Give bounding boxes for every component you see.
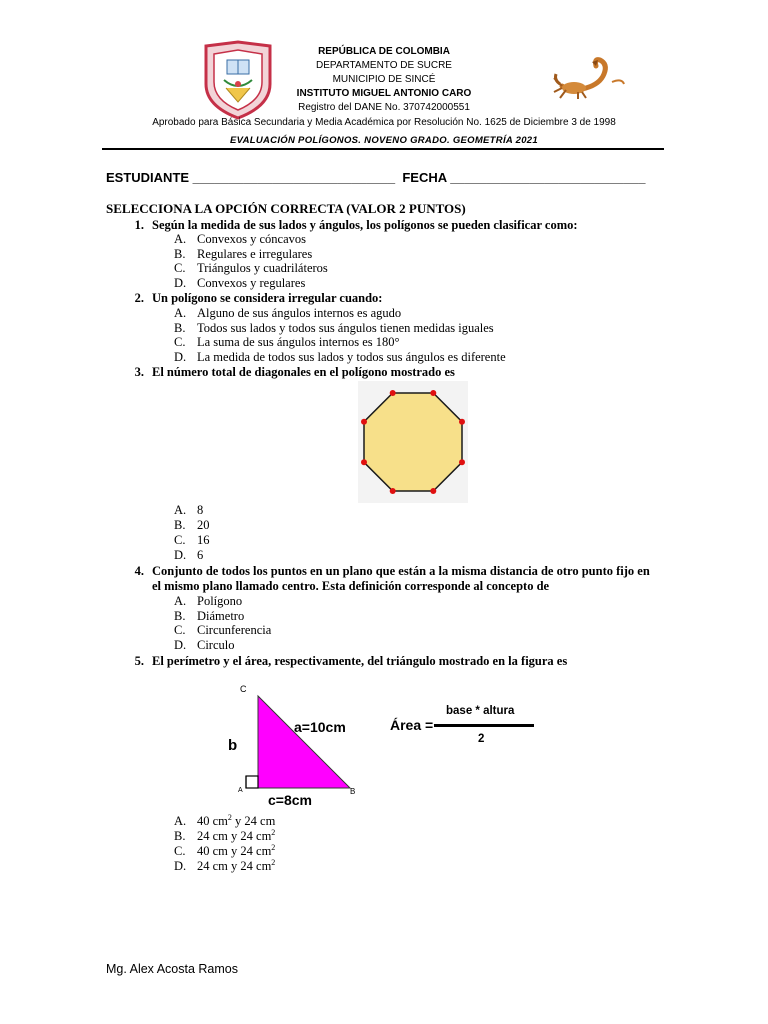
octagon-vertex-8 (390, 390, 396, 396)
option-text: Convexos y regulares (197, 276, 306, 290)
option-text: 20 (197, 518, 210, 532)
hypotenuse-label: a=10cm (294, 719, 346, 735)
header-institute: INSTITUTO MIGUEL ANTONIO CARO (296, 88, 472, 99)
option (174, 594, 242, 609)
option (174, 503, 203, 518)
option-text: Todos sus lados y todos sus ángulos tienen medidas iguales (197, 321, 494, 335)
option (174, 232, 306, 247)
option-text-pre: 40 cm y 24 cm (197, 844, 272, 858)
question-text: Según la medida de sus lados y ángulos, los polígonos se pueden clasificar como: (152, 218, 578, 232)
option-letter: A. (174, 503, 187, 517)
question-number: 2. (134, 291, 144, 305)
option-text: La suma de sus ángulos internos es 180° (197, 335, 400, 349)
question-number: 5. (134, 654, 144, 668)
option-letter: B. (174, 829, 186, 843)
base-label: c=8cm (268, 792, 312, 808)
vertex-label-a: A (238, 787, 243, 794)
option-letter: B. (174, 321, 186, 335)
option-letter: D. (174, 859, 187, 873)
question-text-line-1: Conjunto de todos los puntos en un plano que están a la misma distancia de otro punto fijo en (152, 564, 650, 578)
option (174, 247, 312, 262)
option (174, 518, 210, 533)
option-text: 6 (197, 548, 204, 562)
option-letter: C. (174, 335, 186, 349)
area-formula (388, 700, 538, 748)
octagon-shape (364, 393, 462, 491)
question-number: 3. (134, 365, 144, 379)
question-text: El número total de diagonales en el polígono mostrado es (152, 365, 455, 379)
question-text: Un polígono se considera irregular cuando: (152, 291, 383, 305)
option-text: Alguno de sus ángulos internos es agudo (197, 306, 402, 320)
side-label-b: b (228, 737, 238, 754)
option (174, 261, 328, 276)
exam-title: EVALUACIÓN POLÍGONOS. NOVENO GRADO. GEOMETRÍA 2021 (230, 135, 538, 146)
option-letter: A. (174, 594, 187, 608)
option-text: Convexos y cóncavos (197, 232, 307, 246)
option-text: Circulo (197, 638, 235, 652)
option-letter: C. (174, 844, 186, 858)
option-superscript: 2 (227, 813, 232, 822)
option-text: 8 (197, 503, 204, 517)
option (174, 859, 275, 874)
option-letter: A. (174, 306, 187, 320)
option-letter: B. (174, 518, 186, 532)
option-letter: B. (174, 247, 186, 261)
option-letter: D. (174, 638, 187, 652)
option-letter: B. (174, 609, 186, 623)
formula-denominator: 2 (478, 733, 485, 745)
option (174, 533, 210, 548)
option-letter: D. (174, 548, 187, 562)
option-letter: D. (174, 276, 187, 290)
option-text-pre: 24 cm y 24 cm (197, 829, 272, 843)
student-date-line: ESTUDIANTE ____________________________ FECHA ___________________________ (106, 170, 646, 185)
formula-lhs: Área = (390, 717, 434, 733)
right-angle-marker (246, 776, 258, 788)
octagon-vertex-4 (430, 488, 436, 494)
option-text-post: y 24 cm (231, 814, 276, 828)
option (174, 321, 494, 336)
option (174, 829, 275, 844)
fraction-bar (434, 724, 534, 727)
option (174, 638, 235, 653)
option-text-pre: 24 cm y 24 cm (197, 859, 272, 873)
option-text: 16 (197, 533, 210, 547)
option (174, 623, 271, 638)
option (174, 306, 401, 321)
option-letter: C. (174, 533, 186, 547)
triangle-shape (258, 696, 350, 788)
option (174, 814, 275, 829)
option-letter: A. (174, 232, 187, 246)
octagon-vertex-5 (390, 488, 396, 494)
octagon-vertex-6 (361, 459, 367, 465)
option-superscript: 2 (271, 858, 276, 867)
option-letter: C. (174, 623, 186, 637)
section-title: SELECCIONA LA OPCIÓN CORRECTA (VALOR 2 PUNTOS) (106, 201, 466, 216)
header-municipality: MUNICIPIO DE SINCÉ (332, 74, 436, 85)
option-text: Polígono (197, 594, 243, 608)
document-header (0, 0, 768, 152)
header-department: DEPARTAMENTO DE SUCRE (316, 60, 452, 71)
option (174, 276, 305, 291)
option-text: La medida de todos sus lados y todos sus ángulos es diferente (197, 350, 506, 364)
option-text: Circunferencia (197, 623, 272, 637)
option-text: Regulares e irregulares (197, 247, 313, 261)
octagon-vertex-2 (459, 419, 465, 425)
option-letter: D. (174, 350, 187, 364)
octagon-vertex-1 (430, 390, 436, 396)
question-number: 4. (134, 564, 144, 578)
vertex-label-c: C (240, 684, 247, 694)
option-text: Diámetro (197, 609, 245, 623)
option-letter: A. (174, 814, 187, 828)
header-dane-registry: Registro del DANE No. 370742000551 (298, 102, 470, 113)
header-approval: Aprobado para Básica Secundaria y Media Académica por Resolución No. 1625 de Diciembre 3 de 1998 (152, 117, 616, 128)
question-text-line-2: el mismo plano llamado centro. Esta definición corresponde al concepto de (152, 579, 550, 593)
octagon-vertex-3 (459, 459, 465, 465)
octagon-vertex-7 (361, 419, 367, 425)
header-divider (102, 148, 664, 150)
header-country: REPÚBLICA DE COLOMBIA (318, 46, 450, 57)
option-superscript: 2 (271, 828, 276, 837)
option (174, 335, 400, 350)
octagon-figure (358, 381, 468, 503)
option-text: Triángulos y cuadriláteros (197, 261, 328, 275)
option (174, 350, 506, 365)
option (174, 548, 203, 563)
vertex-label-b: B (350, 787, 356, 796)
option-text-pre: 40 cm (197, 814, 228, 828)
option (174, 844, 275, 859)
question-text: El perímetro y el área, respectivamente, del triángulo mostrado en la figura es (152, 654, 568, 668)
option-letter: C. (174, 261, 186, 275)
option-superscript: 2 (271, 843, 276, 852)
right-triangle-figure (222, 680, 372, 810)
option (174, 609, 244, 624)
author-footer: Mg. Alex Acosta Ramos (106, 962, 239, 976)
formula-numerator: base * altura (446, 705, 515, 717)
question-number: 1. (134, 218, 144, 232)
